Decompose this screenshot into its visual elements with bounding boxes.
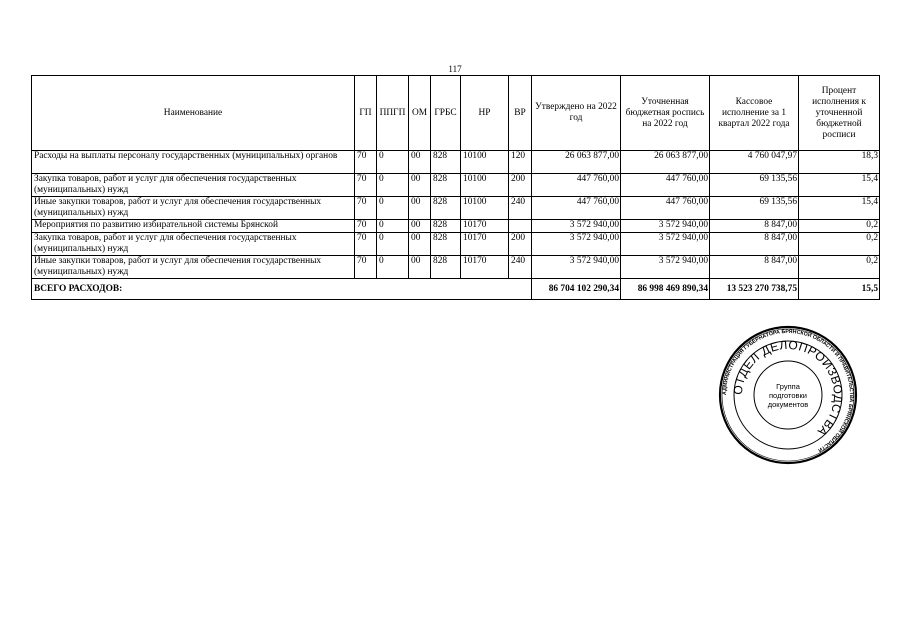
- header-refined: Уточненная бюджетная роспись на 2022 год: [621, 76, 710, 151]
- row-om: 00: [409, 233, 431, 256]
- row-refined: 3 572 940,00: [621, 256, 710, 279]
- row-ppgp: 0: [377, 233, 409, 256]
- row-percent: 15,4: [799, 197, 880, 220]
- row-vr: 120: [509, 151, 532, 174]
- row-om: 00: [409, 197, 431, 220]
- row-cash: 69 135,56: [710, 197, 799, 220]
- row-nr: 10100: [461, 197, 509, 220]
- row-name: Иные закупки товаров, работ и услуг для обеспечения государственных (муниципальных) нужд: [32, 256, 355, 279]
- header-nr: НР: [461, 76, 509, 151]
- row-gp: 70: [355, 220, 377, 233]
- total-cash: 13 523 270 738,75: [710, 279, 799, 300]
- row-grbs: 828: [431, 256, 461, 279]
- row-nr: 10170: [461, 256, 509, 279]
- total-approved: 86 704 102 290,34: [532, 279, 621, 300]
- table-row: [32, 151, 880, 174]
- header-grbs: ГРБС: [431, 76, 461, 151]
- row-om: 00: [409, 174, 431, 197]
- row-nr: 10100: [461, 174, 509, 197]
- row-grbs: 828: [431, 220, 461, 233]
- row-om: 00: [409, 151, 431, 174]
- row-grbs: 828: [431, 151, 461, 174]
- row-nr: 10100: [461, 151, 509, 174]
- row-grbs: 828: [431, 174, 461, 197]
- row-approved: 447 760,00: [532, 174, 621, 197]
- total-refined: 86 998 469 890,34: [621, 279, 710, 300]
- row-nr: 10170: [461, 220, 509, 233]
- row-ppgp: 0: [377, 220, 409, 233]
- row-percent: 18,3: [799, 151, 880, 174]
- table-row: [32, 174, 880, 197]
- official-stamp: [718, 325, 858, 465]
- page-number: 117: [448, 64, 462, 74]
- stamp-outer-text: АДМИНИСТРАЦИЯ ГУБЕРНАТОРА БРЯНСКОЙ ОБЛАСТИ И ПРАВИТЕЛЬСТВА БРЯНСКОЙ ОБЛАСТИ: [721, 328, 855, 453]
- stamp-middle-text: ОТДЕЛ ДЕЛОПРОИЗВОДСТВА: [730, 337, 846, 440]
- header-ppgp: ППГП: [377, 76, 409, 151]
- row-approved: 447 760,00: [532, 197, 621, 220]
- stamp-center-line1: Группа: [776, 382, 800, 391]
- row-grbs: 828: [431, 197, 461, 220]
- row-percent: 0,2: [799, 233, 880, 256]
- table-row: [32, 233, 880, 256]
- header-row: [32, 76, 880, 151]
- stamp-center-line2: подготовки: [769, 391, 807, 400]
- header-vr: ВР: [509, 76, 532, 151]
- header-gp: ГП: [355, 76, 377, 151]
- row-vr: 240: [509, 256, 532, 279]
- row-approved: 3 572 940,00: [532, 256, 621, 279]
- row-approved: 3 572 940,00: [532, 233, 621, 256]
- row-refined: 3 572 940,00: [621, 233, 710, 256]
- row-name: Закупка товаров, работ и услуг для обеспечения государственных (муниципальных) нужд: [32, 174, 355, 197]
- row-grbs: 828: [431, 233, 461, 256]
- row-vr: 200: [509, 174, 532, 197]
- row-name: Мероприятия по развитию избирательной системы Брянской: [32, 220, 355, 233]
- header-name: Наименование: [32, 76, 355, 151]
- row-percent: 0,2: [799, 256, 880, 279]
- row-om: 00: [409, 256, 431, 279]
- row-cash: 8 847,00: [710, 233, 799, 256]
- row-refined: 447 760,00: [621, 197, 710, 220]
- row-name: Иные закупки товаров, работ и услуг для обеспечения государственных (муниципальных) нужд: [32, 197, 355, 220]
- row-cash: 8 847,00: [710, 220, 799, 233]
- total-row: [32, 279, 880, 300]
- row-percent: 15,4: [799, 174, 880, 197]
- row-gp: 70: [355, 256, 377, 279]
- row-ppgp: 0: [377, 256, 409, 279]
- row-gp: 70: [355, 174, 377, 197]
- row-cash: 8 847,00: [710, 256, 799, 279]
- table-row: [32, 256, 880, 279]
- budget-table: [31, 75, 880, 300]
- row-approved: 3 572 940,00: [532, 220, 621, 233]
- row-om: 00: [409, 220, 431, 233]
- row-nr: 10170: [461, 233, 509, 256]
- table-row: [32, 197, 880, 220]
- row-refined: 447 760,00: [621, 174, 710, 197]
- header-percent: Процент исполнения к уточненной бюджетной росписи: [799, 76, 880, 151]
- total-label: ВСЕГО РАСХОДОВ:: [32, 279, 532, 300]
- header-om: ОМ: [409, 76, 431, 151]
- row-percent: 0,2: [799, 220, 880, 233]
- row-vr: 240: [509, 197, 532, 220]
- row-refined: 3 572 940,00: [621, 220, 710, 233]
- row-cash: 69 135,56: [710, 174, 799, 197]
- row-approved: 26 063 877,00: [532, 151, 621, 174]
- row-name: Закупка товаров, работ и услуг для обеспечения государственных (муниципальных) нужд: [32, 233, 355, 256]
- row-name: Расходы на выплаты персоналу государственных (муниципальных) органов: [32, 151, 355, 174]
- row-cash: 4 760 047,97: [710, 151, 799, 174]
- row-vr: 200: [509, 233, 532, 256]
- row-gp: 70: [355, 233, 377, 256]
- header-approved: Утверждено на 2022 год: [532, 76, 621, 151]
- table-row: [32, 220, 880, 233]
- row-refined: 26 063 877,00: [621, 151, 710, 174]
- row-vr: [509, 220, 532, 233]
- row-gp: 70: [355, 151, 377, 174]
- row-ppgp: 0: [377, 197, 409, 220]
- stamp-center-line3: документов: [767, 400, 809, 409]
- total-percent: 15,5: [799, 279, 880, 300]
- row-gp: 70: [355, 197, 377, 220]
- row-ppgp: 0: [377, 151, 409, 174]
- header-cash: Кассовое исполнение за 1 квартал 2022 года: [710, 76, 799, 151]
- row-ppgp: 0: [377, 174, 409, 197]
